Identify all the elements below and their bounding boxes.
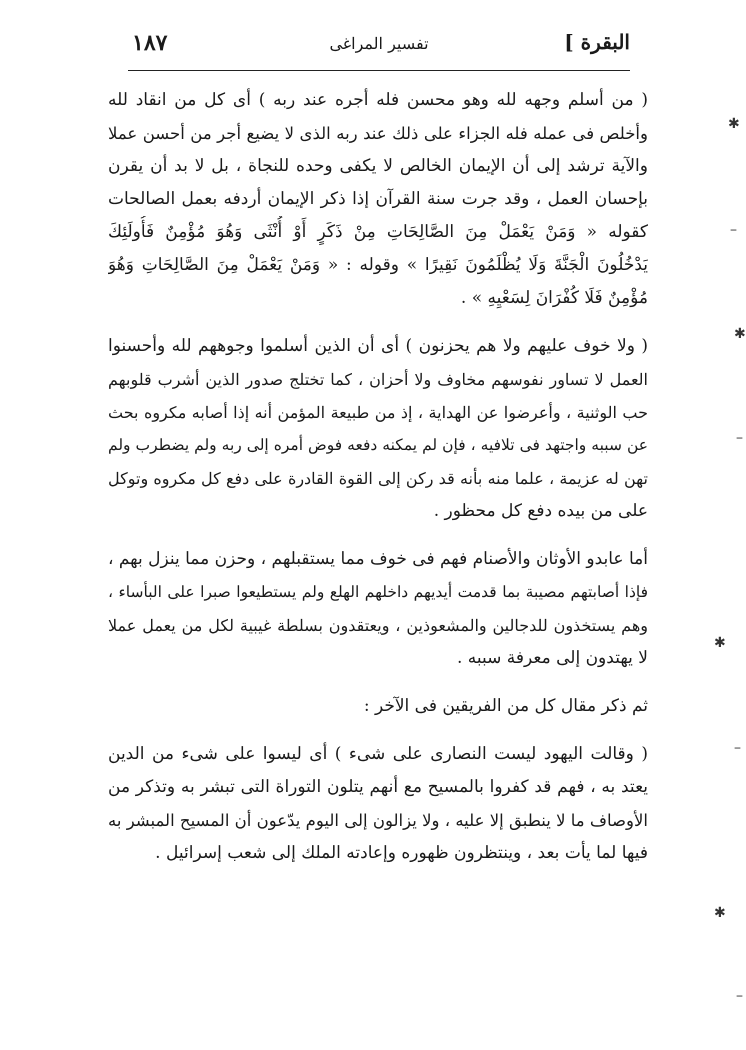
text-line: والآية ترشد إلى أن الإيمان الخالص لا يكفى وحده للنجاة ، بل لا بد أن يقرن bbox=[108, 156, 648, 176]
ink-blot-mark: ✱ bbox=[734, 326, 746, 342]
ink-blot-mark: ✱ bbox=[728, 116, 740, 132]
text-line: وأخلص فى عمله فله الجزاء على ذلك عند ربه الذى لا يضيع أجر من أحسن عملا bbox=[108, 124, 648, 143]
ink-blot-mark: ✱ bbox=[714, 905, 726, 921]
text-line: كقوله « وَمَنْ يَعْمَلْ مِنَ الصَّالِحَاتِ مِنْ ذَكَرٍ أَوْ أُنْثَى وَهُوَ مُؤْمِنٌ فَأُولَئِكَ bbox=[108, 222, 648, 242]
text-line: العمل لا تساور نفوسهم مخاوف ولا أحزان ، كما تختلج صدور الذين أشرب قلوبهم bbox=[108, 370, 648, 389]
text-line: بإحسان العمل ، وقد جرت سنة القرآن إذا ذكر الإيمان أردفه بعمل الصالحات bbox=[108, 189, 648, 209]
text-line: عن سببه واجتهد فى تلافيه ، فإن لم يمكنه دفعه فوض أمره إلى ربه ولم يضطرب ولم bbox=[108, 436, 648, 454]
text-line: مُؤْمِنٌ فَلَا كُفْرَانَ لِسَعْيِهِ » . bbox=[460, 288, 648, 308]
dash-mark: – bbox=[734, 740, 741, 756]
page-header bbox=[128, 24, 630, 68]
body-text bbox=[108, 84, 648, 870]
page-number: ١٨٧ bbox=[132, 30, 168, 56]
paragraph bbox=[108, 543, 648, 675]
text-line: ( من أسلم وجهه لله وهو محسن فله أجره عند ربه ) أى كل من انقاد لله bbox=[108, 90, 648, 110]
text-line: حب الوثنية ، وأعرضوا عن الهداية ، إذ من طبيعة المؤمن أنه إذا أصابه مكروه بحث bbox=[108, 403, 648, 422]
dash-mark: – bbox=[730, 222, 737, 238]
text-line: لا يهتدون إلى معرفة سببه . bbox=[456, 648, 648, 668]
text-line: يعتد به ، فهم قد كفروا بالمسيح مع أنهم يتلون التوراة التى تبشر به وتذكر من bbox=[108, 777, 648, 797]
book-title: تفسير المراغى bbox=[329, 34, 429, 53]
text-line: تهن له عزيمة ، علما منه بأنه قد ركن إلى القوة القادرة على دفع كل مكروه وتوكل bbox=[108, 469, 648, 488]
header-rule bbox=[128, 70, 630, 71]
text-line: على من بيده دفع كل محظور . bbox=[433, 501, 648, 521]
text-line: ( وقالت اليهود ليست النصارى على شىء ) أى ليسوا على شىء من الدين bbox=[108, 744, 648, 764]
text-line: ( ولا خوف عليهم ولا هم يحزنون ) أى أن الذين أسلموا وجوههم لله وأحسنوا bbox=[108, 336, 648, 356]
dash-mark: – bbox=[736, 988, 743, 1004]
text-line: يَدْخُلُونَ الْجَنَّةَ وَلَا يُظْلَمُونَ نَقِيرًا » وقوله : « وَمَنْ يَعْمَلْ مِنَ الصَّالِحَاتِ وَهُوَ bbox=[108, 255, 648, 275]
text-line: ثم ذكر مقال كل من الفريقين فى الآخر : bbox=[363, 696, 648, 716]
margin-scan-marks bbox=[700, 0, 746, 1050]
text-line: أما عابدو الأوثان والأصنام فهم فى خوف مما يستقبلهم ، وحزن مما ينزل بهم ، bbox=[108, 549, 648, 569]
text-line: الأوصاف ما لا ينطبق إلا عليه ، ولا يزالون إلى اليوم يدّعون أن المسيح المبشر به bbox=[108, 811, 648, 830]
text-line: وهم يستخذون للدجالين والمشعوذين ، ويعتقدون بسلطة غيبية لكل من يعمل عملا bbox=[108, 616, 648, 635]
text-line: فيها لما يأت بعد ، وينتظرون ظهوره وإعادته الملك إلى شعب إسرائيل . bbox=[155, 843, 648, 863]
ink-blot-mark: ✱ bbox=[714, 635, 726, 651]
paragraph bbox=[108, 738, 648, 870]
text-line: فإذا أصابتهم مصيبة بما قدمت أيديهم داخلهم الهلع ولم يستطيعوا صبرا على البأساء ، bbox=[108, 583, 648, 601]
paragraph bbox=[108, 690, 648, 723]
dash-mark: – bbox=[736, 430, 743, 446]
paragraph bbox=[108, 84, 648, 315]
surah-name: البقرة ] bbox=[564, 30, 630, 54]
paragraph bbox=[108, 330, 648, 528]
